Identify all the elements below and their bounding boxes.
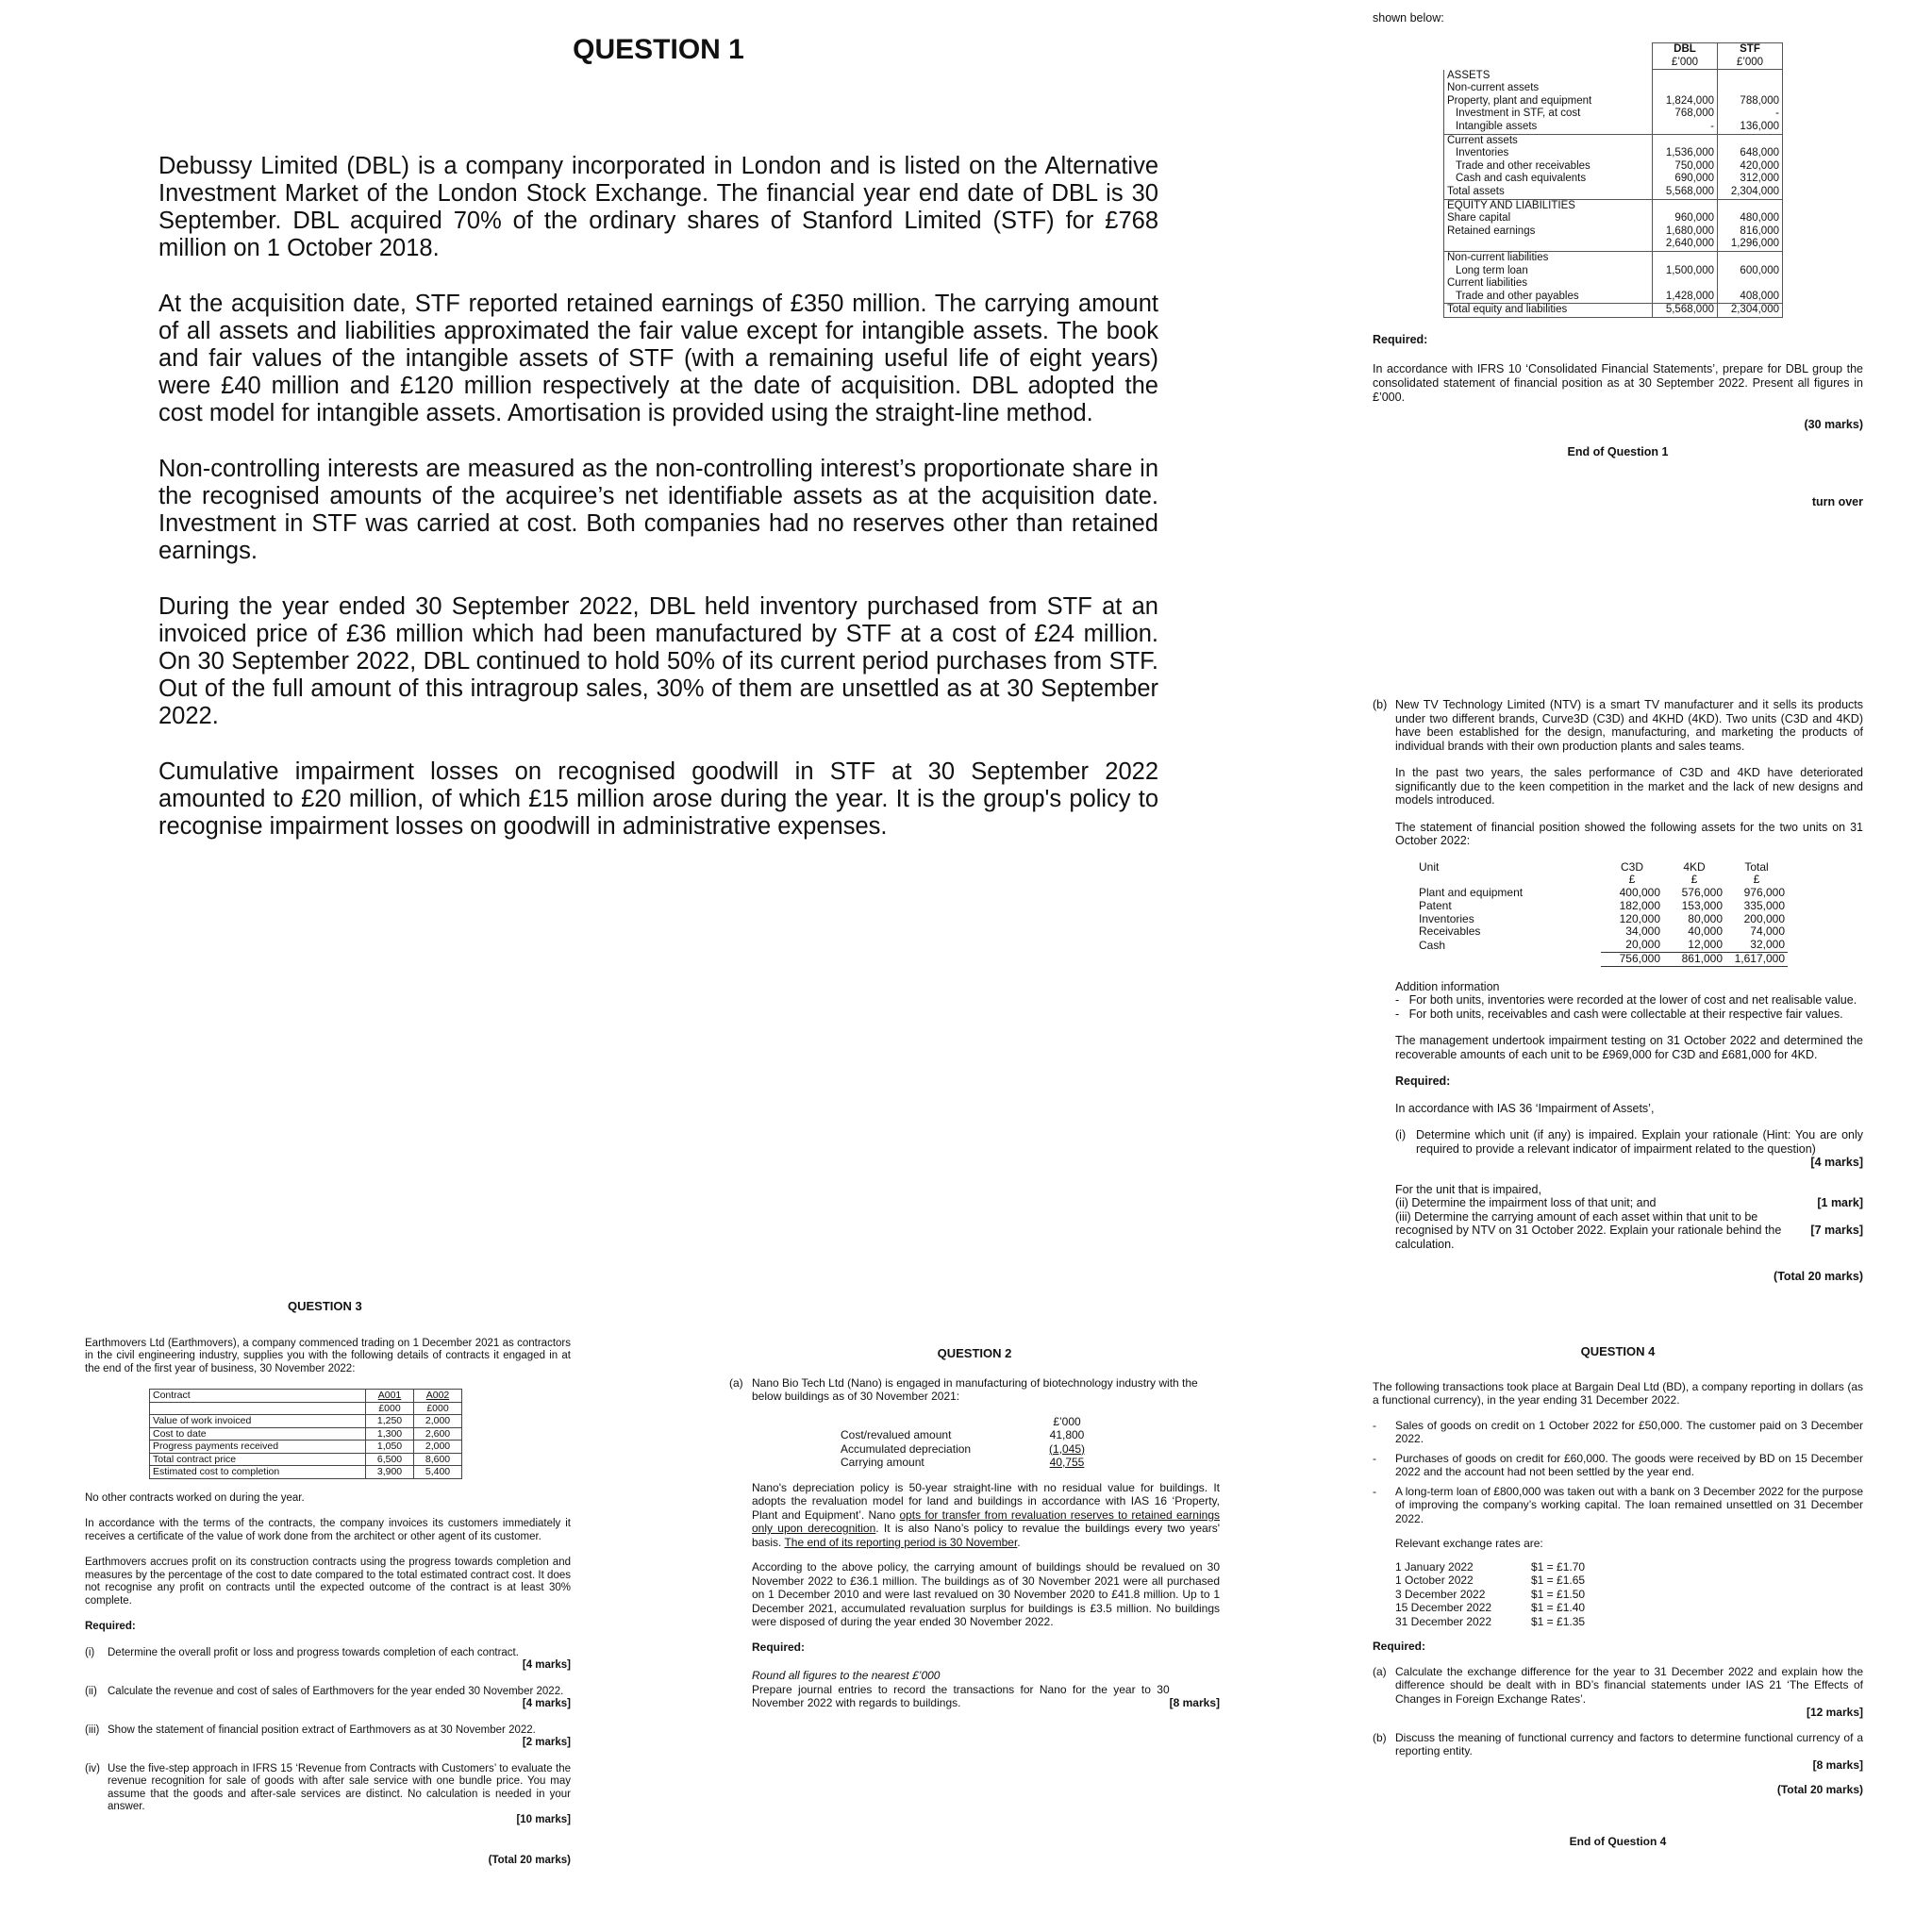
buildings-unit-row — [841, 1415, 1095, 1429]
bs-row — [1444, 291, 1783, 304]
balance-sheet-table — [1443, 42, 1783, 318]
buildings-row — [841, 1442, 1095, 1457]
bs-row-stf — [1718, 82, 1783, 95]
bs-row-dbl: 2,640,000 — [1653, 238, 1718, 251]
unit-header-c3d: C3D — [1620, 859, 1643, 874]
q4-end: End of Question 4 — [1569, 1834, 1667, 1848]
unit-row-c3d: 182,000 — [1619, 898, 1660, 912]
contract-row-label: Estimated cost to completion — [150, 1466, 366, 1479]
q1b-item-i-text: Determine which unit (if any) is impaired. Explain your rationale (Hint: You are only required to provide a relevant indicator of impairment related to the question) — [1416, 1128, 1863, 1156]
q1b-item-ii — [1395, 1196, 1863, 1210]
q1b-intro: New TV Technology Limited (NTV) is a smart TV manufacturer and it sells its products under two different brands, Curve3D (C3D) and 4KHD (4KD). Two units (C3D and 4KD) have been established for the design, manufacturing, and marketing the products of individual brands with their own production plants and sales teams. — [1395, 698, 1863, 753]
q1b-item-ii-text: (ii) Determine the impairment loss of that unit; and — [1395, 1196, 1657, 1210]
q4-transaction-item — [1373, 1485, 1863, 1526]
dash-marker: - — [1373, 1418, 1376, 1432]
bs-row-dbl: 768,000 — [1653, 108, 1718, 121]
bs-row — [1444, 134, 1783, 147]
bs-row-dbl: 750,000 — [1653, 160, 1718, 174]
addition-item-2: - For both units, receivables and cash were collectable at their respective fair values. — [1395, 1007, 1843, 1021]
bs-row-dbl — [1653, 252, 1718, 265]
unit-row — [1416, 939, 1788, 952]
q1b-para-4: The management undertook impairment testing on 31 October 2022 and determined the recoverable amounts of each unit to be £969,000 for C3D and £681,000 for 4KD. — [1395, 1034, 1863, 1061]
exchange-rate-row — [1393, 1588, 1587, 1602]
unit-row-4kd: 576,000 — [1681, 886, 1723, 900]
bs-row-label: Non-current liabilities — [1444, 252, 1653, 265]
unit-row-4kd: 40,000 — [1688, 924, 1723, 939]
q2-para-2: According to the above policy, the carrying amount of buildings should be revalued on 30 November 2022 to £36.1 million. The buildings as of 30 November 2021 were all purchased on 1 December 2010 and were last revalued on 30 November 2020 to £41.8 million. Up to 1 December 2021, accumulated revaluation surplus for buildings is £3.5 million. No buildings were disposed of during the year ended 30 November 2022. — [752, 1560, 1220, 1628]
unit-header-row — [1416, 861, 1788, 874]
q1b-item-iii-text: (iii) Determine the carrying amount of each asset within that unit to be recognised by NTV on 31 October 2022. Explain your rationale behind the calculation. — [1395, 1209, 1782, 1251]
unit-row-label: Patent — [1419, 898, 1452, 912]
bs-row-label: Retained earnings — [1444, 225, 1653, 239]
bs-row-label: Inventories — [1444, 147, 1653, 160]
q1-paragraph-1: Debussy Limited (DBL) is a company incorporated in London and is listed on the Alternative Investment Market of the London Stock Exchange. The financial year end date of DBL is 30 September. DBL acquired 70% of the ordinary shares of Stanford Limited (STF) for £768 million on 1 October 2018. — [158, 153, 1158, 261]
contract-row — [150, 1415, 462, 1428]
buildings-row — [841, 1456, 1095, 1470]
exchange-rate-date: 3 December 2022 — [1395, 1587, 1486, 1601]
bs-row — [1444, 70, 1783, 83]
q3-required-item — [85, 1763, 571, 1827]
unit-currency-row — [1416, 874, 1788, 887]
bs-col-stf: STF — [1718, 43, 1783, 57]
buildings-row — [841, 1428, 1095, 1442]
q2-label: (a) — [729, 1375, 743, 1390]
contract-row-label: Progress payments received — [150, 1441, 366, 1454]
q2-marks: [8 marks] — [1169, 1695, 1220, 1709]
q1b-required-heading: Required: — [1395, 1074, 1451, 1089]
q4-item-a-text: Calculate the exchange difference for the year to 31 December 2022 and explain how the difference should be dealt with in BD’s financial statements under IAS 21 ‘The Effects of Changes in Foreign Exchange Rates’. — [1395, 1664, 1863, 1706]
q1-required-heading: Required: — [1373, 332, 1428, 346]
buildings-row-value: (1,045) — [1048, 1441, 1086, 1456]
q1b-for-unit: For the unit that is impaired, — [1395, 1182, 1541, 1196]
q4-transactions-list — [1373, 1419, 1863, 1526]
q3-item-marks: [4 marks] — [522, 1698, 571, 1709]
buildings-row-value: 40,755 — [1049, 1456, 1085, 1469]
q3-para-1: No other contracts worked on during the year. — [85, 1491, 305, 1504]
question-1-panel — [158, 34, 1158, 869]
q4-transaction-text: Purchases of goods on credit for £60,000. The goods were received by BD on 15 December 2022 and the account had not been settled by the year end. — [1395, 1451, 1863, 1478]
question-2-title: QUESTION 2 — [937, 1346, 1012, 1360]
bs-row — [1444, 121, 1783, 134]
q1-paragraph-2: At the acquisition date, STF reported retained earnings of £350 million. The carrying amount of all assets and liabilities approximated the fair value except for intangible assets. The book and fair values of the intangible assets of STF (with a remaining useful life of eight years) were £40 million and £120 million respectively at the date of acquisition. DBL adopted the cost model for intangible assets. Amortisation is provided using the straight-line method. — [158, 291, 1158, 426]
exchange-rate-row — [1393, 1615, 1587, 1629]
q3-item-marks: [10 marks] — [516, 1813, 571, 1825]
unit-row — [1416, 887, 1788, 900]
dash-marker: - — [1373, 1451, 1376, 1465]
q1b-required-intro: In accordance with IAS 36 ‘Impairment of Assets’, — [1395, 1101, 1655, 1115]
exchange-rate-value: $1 = £1.50 — [1531, 1587, 1586, 1601]
bs-unit-row — [1444, 57, 1783, 70]
exchange-rate-value: $1 = £1.40 — [1531, 1601, 1586, 1614]
contract-row-a001: 1,050 — [366, 1441, 414, 1454]
dash-marker: - — [1373, 1484, 1376, 1498]
contract-row — [150, 1427, 462, 1441]
unit-row-c3d: 120,000 — [1619, 911, 1660, 925]
unit-total-4kd: 861,000 — [1663, 953, 1725, 967]
addition-title: Addition information — [1395, 979, 1500, 993]
bs-row-stf: 1,296,000 — [1718, 238, 1783, 251]
bs-row-dbl — [1653, 70, 1718, 83]
contract-row — [150, 1441, 462, 1454]
bs-row-dbl: 690,000 — [1653, 173, 1718, 186]
bs-row-stf: 788,000 — [1718, 95, 1783, 108]
bs-row-dbl: 1,824,000 — [1653, 95, 1718, 108]
bs-row-label: Long term loan — [1444, 265, 1653, 278]
q4-item-b-label: (b) — [1373, 1730, 1387, 1744]
unit-assets-table — [1416, 861, 1788, 967]
question-2-panel — [729, 1347, 1220, 1710]
unit-row-4kd: 12,000 — [1663, 939, 1725, 952]
q4-transaction-item — [1373, 1419, 1863, 1446]
bs-row-dbl — [1653, 200, 1718, 213]
bs-col-dbl: DBL — [1653, 43, 1718, 57]
contract-row-a001: 3,900 — [366, 1466, 414, 1479]
bs-row — [1444, 147, 1783, 160]
bs-row-dbl — [1653, 134, 1718, 147]
shown-below-text: shown below: — [1373, 11, 1444, 25]
q3-item-marks: [4 marks] — [522, 1659, 571, 1671]
q4-item-a — [1373, 1665, 1863, 1720]
q1-marks: (30 marks) — [1804, 417, 1863, 431]
question-1-financial-statement-panel — [1373, 11, 1863, 509]
bs-row-label: Current liabilities — [1444, 277, 1653, 291]
contract-row-a002: 8,600 — [414, 1453, 462, 1466]
bs-row-stf: 420,000 — [1718, 160, 1783, 174]
contract-row-label: Cost to date — [150, 1427, 366, 1441]
bs-row-label: Investment in STF, at cost — [1444, 108, 1653, 121]
q3-para-2: In accordance with the terms of the contracts, the company invoices its customers immediately it receives a certificate of the value of work done from the architect or other agent of its customer. — [85, 1518, 571, 1542]
bs-row-label: Current assets — [1444, 134, 1653, 147]
unit-row-total: 32,000 — [1725, 939, 1788, 952]
q1b-intro-row — [1373, 698, 1863, 1284]
question-3-panel — [85, 1300, 571, 1868]
q3-item-text: Use the five-step approach in IFRS 15 ‘Revenue from Contracts with Customers’ to evaluate the revenue recognition for sale of goods with after sale service with one bundle price. You may assume that the goods and after-sale services are distinct. No calculation is needed in your answer. — [108, 1762, 571, 1812]
exchange-rate-row — [1393, 1574, 1587, 1588]
unit-row-4kd: 80,000 — [1688, 911, 1723, 925]
q3-item-number: (iii) — [85, 1724, 100, 1736]
bs-row-stf — [1718, 277, 1783, 291]
buildings-row-label: Cost/revalued amount — [841, 1428, 952, 1441]
unit-row-label: Cash — [1419, 938, 1446, 952]
bs-row-label: EQUITY AND LIABILITIES — [1444, 200, 1653, 213]
exchange-rate-date: 1 October 2022 — [1395, 1574, 1474, 1587]
q4-item-a-label: (a) — [1373, 1664, 1387, 1678]
bs-row — [1444, 186, 1783, 199]
contract-row-a002: 2,000 — [414, 1415, 462, 1428]
question-1b-panel — [1373, 698, 1863, 1284]
q3-item-marks: [2 marks] — [522, 1737, 571, 1748]
contract-header-label: Contract — [150, 1390, 366, 1403]
contract-header-row — [150, 1390, 462, 1403]
bs-row-stf — [1718, 134, 1783, 147]
bs-row-label: Share capital — [1444, 212, 1653, 225]
unit-row-4kd: 153,000 — [1681, 898, 1723, 912]
q1-required-text: In accordance with IFRS 10 ‘Consolidated Financial Statements’, prepare for DBL group the consolidated statement of financial position as at 30 September 2022. Present all figures in £’000. — [1373, 361, 1863, 404]
contract-table — [149, 1389, 462, 1479]
q2-para-1: Nano's depreciation policy is 50-year straight-line with no residual value for buildings. It adopts the revaluation model for land and buildings in accordance with IAS 16 ‘Property, Plant and Equipment’. Nano opts for transfer from revaluation reserves to retained earnings only upon derecognition. It is also Nano’s policy to revalue the buildings every two years' basis. The end of its reporting period is 30 November. — [752, 1480, 1220, 1549]
q3-total: (Total 20 marks) — [488, 1855, 571, 1866]
question-4-panel — [1373, 1345, 1863, 1848]
q3-item-body — [108, 1763, 571, 1827]
bs-row — [1444, 304, 1783, 318]
unit-row-total: 335,000 — [1743, 898, 1785, 912]
bs-row-stf: 648,000 — [1718, 147, 1783, 160]
bs-row-dbl: 5,568,000 — [1653, 186, 1718, 199]
q1b-item-iii — [1395, 1210, 1863, 1252]
contract-row-label: Total contract price — [150, 1453, 366, 1466]
unit-row-c3d: 34,000 — [1625, 924, 1660, 939]
bs-row-label: Property, plant and equipment — [1444, 95, 1653, 108]
q2-intro: Nano Bio Tech Ltd (Nano) is engaged in manufacturing of biotechnology industry with the below buildings as of 30 November 2021: — [752, 1375, 1198, 1403]
turn-over-text: turn over — [1811, 494, 1863, 508]
bs-row-dbl: 1,680,000 — [1653, 225, 1718, 239]
bs-row-dbl: 1,428,000 — [1653, 291, 1718, 304]
q4-item-b-text: Discuss the meaning of functional currency and factors to determine functional currency of a reporting entity. — [1395, 1730, 1863, 1757]
unit-row-label: Inventories — [1419, 911, 1474, 925]
bs-row-dbl: 5,568,000 — [1653, 304, 1718, 318]
q3-item-body — [108, 1647, 571, 1673]
unit-row-c3d: 20,000 — [1601, 939, 1663, 952]
q3-item-number: (i) — [85, 1646, 95, 1658]
q1b-para-2: In the past two years, the sales performance of C3D and 4KD have deteriorated significantly due to the keen competition in the market and the lack of new designs and models introduced. — [1395, 766, 1863, 807]
contract-row — [150, 1453, 462, 1466]
bs-row-stf: 2,304,000 — [1718, 304, 1783, 318]
q3-item-text: Calculate the revenue and cost of sales of Earthmovers for the year ended 30 November 2022. — [108, 1685, 564, 1697]
contract-unit: £000 — [366, 1402, 414, 1415]
contract-row — [150, 1466, 462, 1479]
bs-unit-stf: £’000 — [1718, 57, 1783, 70]
bs-row-dbl: 1,536,000 — [1653, 147, 1718, 160]
q3-item-number: (ii) — [85, 1685, 97, 1697]
q3-item-body — [108, 1724, 571, 1750]
q3-required-items — [85, 1647, 571, 1827]
q1b-total: (Total 20 marks) — [1774, 1270, 1863, 1284]
q4-item-b-marks: [8 marks] — [1812, 1757, 1863, 1772]
unit-row-total: 74,000 — [1750, 924, 1785, 939]
buildings-unit: £’000 — [1053, 1414, 1081, 1428]
q1-end: End of Question 1 — [1567, 444, 1669, 458]
exchange-rate-date: 31 December 2022 — [1395, 1614, 1492, 1628]
contract-row-a002: 5,400 — [414, 1466, 462, 1479]
buildings-row-value: 41,800 — [1049, 1428, 1085, 1441]
bs-row — [1444, 82, 1783, 95]
unit-row — [1416, 925, 1788, 939]
bs-unit-dbl: £’000 — [1653, 57, 1718, 70]
q1b-item-i — [1395, 1128, 1863, 1170]
bs-row — [1444, 173, 1783, 186]
bs-row-stf: 312,000 — [1718, 173, 1783, 186]
q2-round-note: Round all figures to the nearest £’000 — [752, 1669, 941, 1682]
bs-row-stf — [1718, 200, 1783, 213]
unit-row-total: 200,000 — [1743, 911, 1785, 925]
rates-title: Relevant exchange rates are: — [1395, 1537, 1543, 1550]
bs-row-stf — [1718, 70, 1783, 83]
unit-total-total: 1,617,000 — [1725, 953, 1788, 967]
q3-item-text: Determine the overall profit or loss and progress towards completion of each contract. — [108, 1646, 519, 1658]
bs-row — [1444, 95, 1783, 108]
contract-unit-row — [150, 1402, 462, 1415]
unit-total-label — [1416, 953, 1601, 967]
contract-row-a001: 6,500 — [366, 1453, 414, 1466]
question-4-title: QUESTION 4 — [1580, 1344, 1656, 1358]
q2-intro-row — [729, 1376, 1220, 1404]
q4-item-a-marks: [12 marks] — [1806, 1706, 1863, 1719]
q3-required-item — [85, 1724, 571, 1750]
q1b-item-i-label: (i) — [1395, 1128, 1407, 1142]
bs-row-stf: 2,304,000 — [1718, 186, 1783, 199]
bs-row-dbl: 1,500,000 — [1653, 265, 1718, 278]
bs-row-stf: 480,000 — [1718, 212, 1783, 225]
bs-row-dbl — [1653, 82, 1718, 95]
q2-task: [8 marks] Prepare journal entries to record the transactions for Nano for the year to 30 November 2022 with regards to buildings. — [752, 1682, 1220, 1709]
unit-row — [1416, 900, 1788, 913]
bs-row-stf: 408,000 — [1718, 291, 1783, 304]
bs-row — [1444, 160, 1783, 174]
q1-paragraph-3: Non-controlling interests are measured as the non-controlling interest’s proportionate share in the recognised amounts of the acquiree’s net identifiable assets as at the acquisition date. Investment in STF was carried at cost. Both companies had no reserves other than retained earnings. — [158, 456, 1158, 564]
q3-required-heading: Required: — [85, 1621, 136, 1632]
q1b-item-iii-marks: [7 marks] — [1810, 1223, 1863, 1237]
buildings-row-label: Accumulated depreciation — [841, 1441, 972, 1456]
unit-row-c3d: 400,000 — [1619, 886, 1660, 900]
bs-row-stf: - — [1718, 108, 1783, 121]
unit-currency: £ — [1690, 873, 1698, 887]
q4-total: (Total 20 marks) — [1776, 1783, 1863, 1796]
q3-para-3: Earthmovers accrues profit on its construction contracts using the progress towards completion and measures by the percentage of the cost to date compared to the total estimated contract cost. It does not recognise any profit on contracts until the expected outcome of the contract is at least 30% complete. — [85, 1557, 571, 1607]
bs-row-label: Total equity and liabilities — [1444, 304, 1653, 318]
bs-header-row — [1444, 43, 1783, 57]
bs-row-label: Total assets — [1444, 186, 1653, 199]
bs-row — [1444, 238, 1783, 251]
q4-transaction-item — [1373, 1452, 1863, 1479]
bs-row — [1444, 212, 1783, 225]
contract-header-a002: A002 — [414, 1390, 462, 1403]
contract-header-a001: A001 — [366, 1390, 414, 1403]
bs-row-stf — [1718, 252, 1783, 265]
contract-row-label: Value of work invoiced — [150, 1415, 366, 1428]
exchange-rates-table — [1393, 1560, 1587, 1629]
q3-required-item — [85, 1647, 571, 1673]
bs-row-stf: 816,000 — [1718, 225, 1783, 239]
q1b-item-i-marks: [4 marks] — [1810, 1156, 1863, 1170]
q3-item-number: (iv) — [85, 1762, 100, 1774]
q1b-label: (b) — [1373, 698, 1388, 711]
q4-item-b — [1373, 1731, 1863, 1773]
exchange-rate-date: 15 December 2022 — [1395, 1601, 1492, 1614]
exchange-rate-value: $1 = £1.35 — [1531, 1614, 1586, 1628]
bs-row — [1444, 252, 1783, 265]
contract-row-a001: 1,300 — [366, 1427, 414, 1441]
contract-row-a002: 2,000 — [414, 1441, 462, 1454]
q4-required-heading: Required: — [1373, 1640, 1426, 1653]
bs-row — [1444, 265, 1783, 278]
exchange-rate-date: 1 January 2022 — [1395, 1559, 1474, 1574]
unit-row-total: 976,000 — [1743, 886, 1785, 900]
contract-row-a001: 1,250 — [366, 1415, 414, 1428]
buildings-row-label: Carrying amount — [841, 1456, 924, 1469]
buildings-table — [841, 1415, 1095, 1470]
q4-transaction-text: Sales of goods on credit on 1 October 2022 for £50,000. The customer paid on 3 December 2022. — [1395, 1418, 1863, 1445]
q1-paragraph-5: Cumulative impairment losses on recognised goodwill in STF at 30 September 2022 amounted to £20 million, of which £15 million arose during the year. It is the group's policy to recognise impairment losses on goodwill in administrative expenses. — [158, 758, 1158, 840]
unit-currency: £ — [1628, 873, 1636, 887]
bs-row — [1444, 108, 1783, 121]
unit-total-c3d: 756,000 — [1601, 953, 1663, 967]
question-1-title: QUESTION 1 — [573, 34, 744, 65]
exchange-rate-value: $1 = £1.65 — [1531, 1574, 1586, 1587]
contract-row-a002: 2,600 — [414, 1427, 462, 1441]
q4-transaction-text: A long-term loan of £800,000 was taken out with a bank on 3 December 2022 for the purpose of improving the company’s working capital. The loan remained unsettled on 31 December 2022. — [1395, 1484, 1863, 1525]
unit-row — [1416, 913, 1788, 926]
q3-intro: Earthmovers Ltd (Earthmovers), a company commenced trading on 1 December 2021 as contractors in the civil engineering industry, supplies you with the following details of contracts it engaged in at the end of the first year of business, 30 November 2022: — [85, 1337, 571, 1374]
unit-total-row — [1416, 953, 1788, 967]
q1b-item-ii-marks: [1 mark] — [1817, 1196, 1863, 1210]
q1b-para-3: The statement of financial position showed the following assets for the two units on 31 October 2022: — [1395, 820, 1863, 847]
q3-item-body — [108, 1686, 571, 1711]
exchange-rate-row — [1393, 1601, 1587, 1615]
bs-row-label: ASSETS — [1444, 70, 1653, 83]
unit-row-label: Plant and equipment — [1419, 886, 1524, 900]
question-3-title: QUESTION 3 — [288, 1299, 362, 1313]
bs-row-label: Trade and other receivables — [1444, 160, 1653, 174]
unit-row-label: Receivables — [1419, 924, 1481, 939]
bs-row-label: Cash and cash equivalents — [1444, 173, 1653, 186]
bs-row-label: Non-current assets — [1444, 82, 1653, 95]
bs-row — [1444, 277, 1783, 291]
bs-row-stf: 600,000 — [1718, 265, 1783, 278]
q4-intro: The following transactions took place at Bargain Deal Ltd (BD), a company reporting in dollars (as a functional currency), in the year ending 31 December 2022. — [1373, 1379, 1863, 1407]
q2-required-heading: Required: — [752, 1640, 806, 1654]
exchange-rate-row — [1393, 1560, 1587, 1574]
bs-row-stf: 136,000 — [1718, 121, 1783, 134]
bs-row — [1444, 200, 1783, 213]
q3-required-item — [85, 1686, 571, 1711]
bs-row-dbl: 960,000 — [1653, 212, 1718, 225]
bs-row — [1444, 225, 1783, 239]
addition-item-1: - For both units, inventories were recorded at the lower of cost and net realisable value. — [1395, 993, 1857, 1008]
unit-currency: £ — [1753, 873, 1760, 887]
unit-header-total: Total — [1744, 859, 1769, 874]
bs-row-dbl — [1653, 277, 1718, 291]
bs-row-label: Trade and other payables — [1444, 291, 1653, 304]
bs-row-label — [1444, 238, 1653, 251]
unit-header-label: Unit — [1419, 859, 1440, 874]
q3-item-text: Show the statement of financial position extract of Earthmovers as at 30 November 2022. — [108, 1724, 536, 1736]
bs-row-dbl: - — [1653, 121, 1718, 134]
contract-unit: £000 — [414, 1402, 462, 1415]
unit-header-4kd: 4KD — [1683, 859, 1706, 874]
exchange-rate-value: $1 = £1.70 — [1531, 1559, 1586, 1574]
q1-paragraph-4: During the year ended 30 September 2022, DBL held inventory purchased from STF at an invoiced price of £36 million which had been manufactured by STF at a cost of £24 million. On 30 September 2022, DBL continued to hold 50% of its current period purchases from STF. Out of the full amount of this intragroup sales, 30% of them are unsettled as at 30 September 2022. — [158, 593, 1158, 729]
bs-row-label: Intangible assets — [1444, 121, 1653, 134]
